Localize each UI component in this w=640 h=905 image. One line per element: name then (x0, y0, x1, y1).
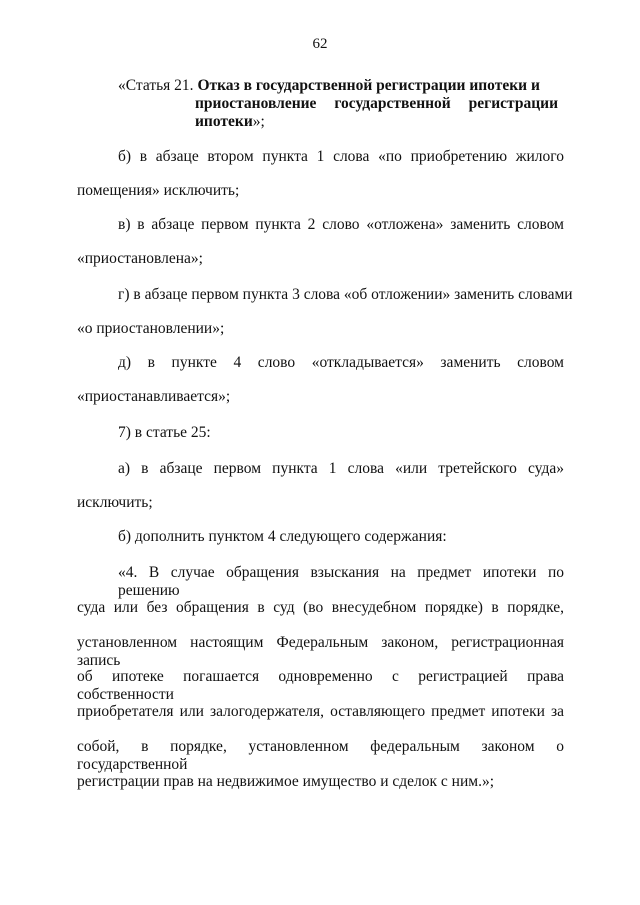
article-prefix: «Статья 21. (118, 77, 194, 94)
article-title-line-3: ипотеки (195, 113, 253, 130)
article-heading (118, 77, 558, 131)
article-title-line-2: приостановление государственной регистрации (195, 95, 558, 112)
text-line: «приостанавливается»; (77, 388, 231, 405)
text-line: собой, в порядке, установленном федеральным законом о государственной (77, 738, 564, 773)
text-line: исключить; (77, 494, 153, 511)
text-line: «4. В случае обращения взыскания на предмет ипотеки по решению (118, 564, 564, 599)
article-title-line-1: Отказ в государственной регистрации ипотеки и (197, 77, 540, 94)
text-line: приобретателя или залогодержателя, оставляющего предмет ипотеки за (77, 703, 564, 720)
text-line: суда или без обращения в суд (во внесудебном порядке) в порядке, (77, 599, 564, 616)
text-line: г) в абзаце первом пункта 3 слова «об отложении» заменить словами (118, 286, 573, 303)
text-line: помещения» исключить; (77, 182, 240, 199)
text-line: д) в пункте 4 слово «откладывается» заменить словом (118, 354, 564, 371)
article-suffix: »; (252, 113, 265, 130)
text-line: установленном настоящим Федеральным законом, регистрационная запись (77, 634, 564, 669)
text-line: «о приостановлении»; (77, 320, 225, 337)
text-line: регистрации прав на недвижимое имущество и сделок с ним.»; (77, 773, 494, 790)
text-line: а) в абзаце первом пункта 1 слова «или третейского суда» (118, 460, 564, 477)
text-line: об ипотеке погашается одновременно с регистрацией права собственности (77, 668, 564, 703)
text-line: 7) в статье 25: (118, 424, 211, 441)
text-line: в) в абзаце первом пункта 2 слово «отложена» заменить словом (118, 216, 564, 233)
text-line: б) в абзаце втором пункта 1 слова «по приобретению жилого (118, 148, 564, 165)
text-line: «приостановлена»; (77, 250, 203, 267)
text-line: б) дополнить пунктом 4 следующего содержания: (118, 528, 447, 545)
page-number: 62 (312, 36, 328, 52)
